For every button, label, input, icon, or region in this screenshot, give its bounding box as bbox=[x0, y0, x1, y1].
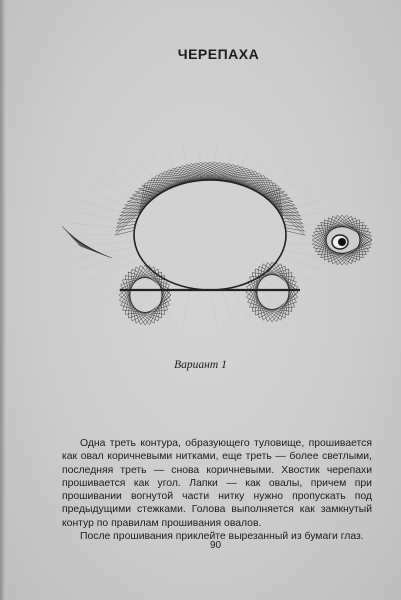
turtle-illustration bbox=[0, 140, 401, 350]
page-title: ЧЕРЕПАХА bbox=[177, 46, 260, 62]
paragraph-eye: После прошивания приклейте вырезанный из бумаги глаз. bbox=[80, 531, 364, 543]
body-text bbox=[62, 437, 372, 543]
paragraph-instructions: Одна треть контура, образующего туловище, прошивается как овал коричневыми нитками, еще треть — более светлыми, последняя треть — снова коричневыми. Хвостик черепахи прошивается как угол. Лапки — как овалы, причем при прошивании вогнутой части нитку нужно пропускать под предыдущими стежками. Голова выполняется как замкнутый контур по правилам прошивания овалов. bbox=[62, 438, 372, 529]
page-number: 90 bbox=[209, 540, 222, 551]
turtle-string-art-figure bbox=[0, 140, 401, 350]
figure-caption: Вариант 1 bbox=[174, 359, 227, 371]
